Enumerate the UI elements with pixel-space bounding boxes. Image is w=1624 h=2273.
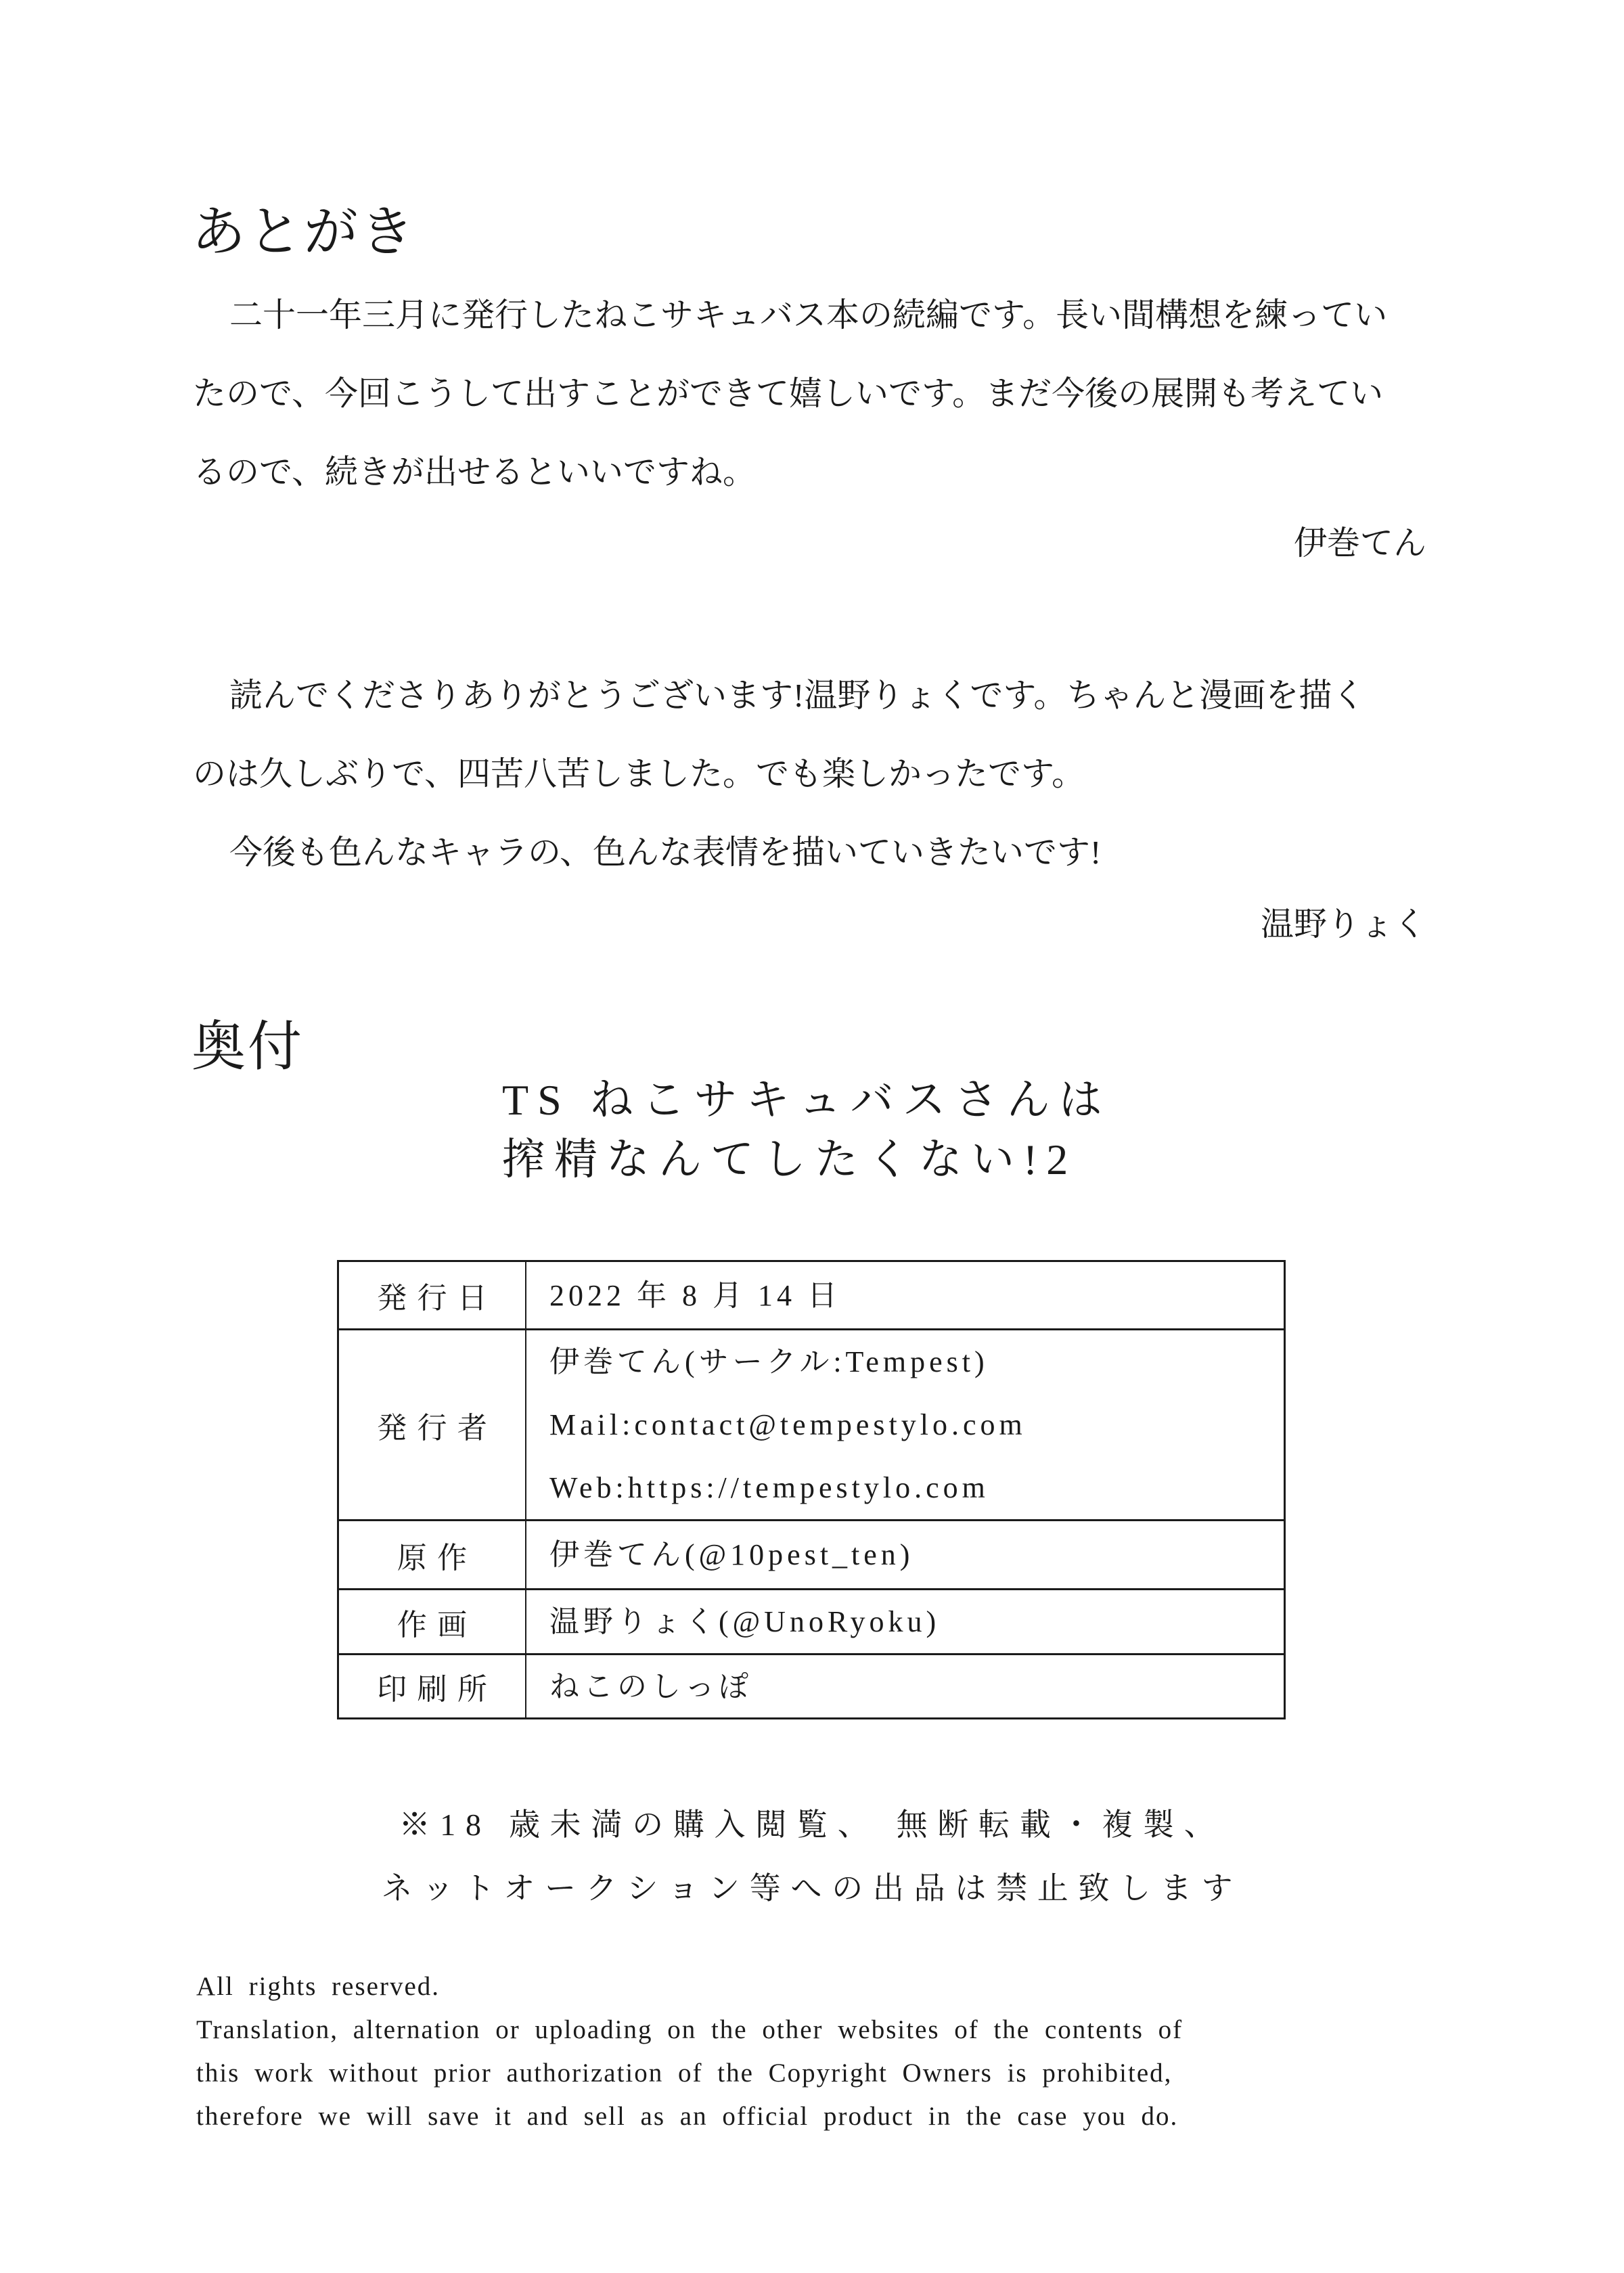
value-line: 2022 年 8 月 14 日 bbox=[549, 1278, 841, 1312]
row-value bbox=[526, 1655, 1284, 1717]
value-line-mail: Mail:contact@tempestylo.com bbox=[549, 1408, 1027, 1441]
rights-line: All rights reserved. bbox=[196, 1972, 441, 2001]
value-line: 伊巻てん(@10pest_ten) bbox=[549, 1538, 914, 1571]
table-row-publication-date bbox=[339, 1262, 1284, 1328]
row-label: 発行者 bbox=[339, 1330, 526, 1519]
row-value bbox=[526, 1521, 1284, 1588]
paragraph-line: るので、続きが出せるといいですね。 bbox=[193, 453, 757, 491]
book-title-line: TS ねこサキュバスさんは bbox=[502, 1076, 1111, 1124]
notice-line: ネットオークション等への出品は禁止致します bbox=[381, 1871, 1243, 1906]
paragraph-line: 二十一年三月に発行したねこサキュバス本の続編です。長い間構想を練ってい bbox=[229, 296, 1388, 334]
row-value bbox=[526, 1262, 1284, 1328]
paragraph-line: 今後も色んなキャラの、色んな表情を描いていきたいです! bbox=[229, 834, 1102, 871]
table-row-original-work bbox=[339, 1519, 1284, 1588]
table-row-illustration bbox=[339, 1588, 1284, 1653]
value-line-web: Web:https://tempestylo.com bbox=[549, 1471, 989, 1504]
row-label: 発行日 bbox=[339, 1262, 526, 1328]
afterword-paragraph-2 bbox=[193, 656, 1431, 892]
table-row-publisher bbox=[339, 1328, 1284, 1519]
book-title bbox=[502, 1071, 1111, 1190]
row-label: 原作 bbox=[339, 1521, 526, 1588]
rights-line: this work without prior authorization of the Copyright Owners is prohibited, bbox=[196, 2058, 1173, 2088]
value-line: ねこのしっぽ bbox=[549, 1669, 752, 1703]
row-value bbox=[526, 1590, 1284, 1653]
author-signature-imaki-ten: 伊巻てん bbox=[1293, 524, 1426, 562]
row-label: 作画 bbox=[339, 1590, 526, 1653]
colophon-heading: 奥付 bbox=[191, 1018, 304, 1077]
age-restriction-notice bbox=[0, 1793, 1624, 1920]
afterword-heading: あとがき bbox=[191, 203, 416, 263]
row-value bbox=[526, 1330, 1284, 1519]
row-label: 印刷所 bbox=[339, 1655, 526, 1717]
table-row-printer bbox=[339, 1653, 1284, 1717]
copyright-statement bbox=[196, 1965, 1183, 2138]
rights-line: therefore we will save it and sell as an official product in the case you do. bbox=[196, 2102, 1179, 2131]
paragraph-line: 読んでくださりありがとうございます!温野りょくです。ちゃんと漫画を描く bbox=[229, 677, 1366, 714]
publication-info-table bbox=[337, 1260, 1286, 1719]
book-title-line: 搾精なんてしたくない!2 bbox=[502, 1135, 1077, 1184]
afterword-paragraph-1 bbox=[193, 276, 1431, 512]
value-line: 温野りょく(@UnoRyoku) bbox=[549, 1605, 941, 1638]
paragraph-line: たので、今回こうして出すことができて嬉しいです。まだ今後の展開も考えてい bbox=[193, 375, 1384, 412]
value-line: 伊巻てん(サークル:Tempest) bbox=[549, 1345, 989, 1378]
notice-line: ※18 歳未満の購入閲覧、 無断転載・複製、 bbox=[399, 1807, 1225, 1842]
paragraph-line: のは久しぶりで、四苦八苦しました。でも楽しかったです。 bbox=[193, 755, 1085, 792]
rights-line: Translation, alternation or uploading on the other websites of the contents of bbox=[196, 2015, 1183, 2044]
artist-signature-uno-ryoku: 温野りょく bbox=[1260, 905, 1426, 943]
